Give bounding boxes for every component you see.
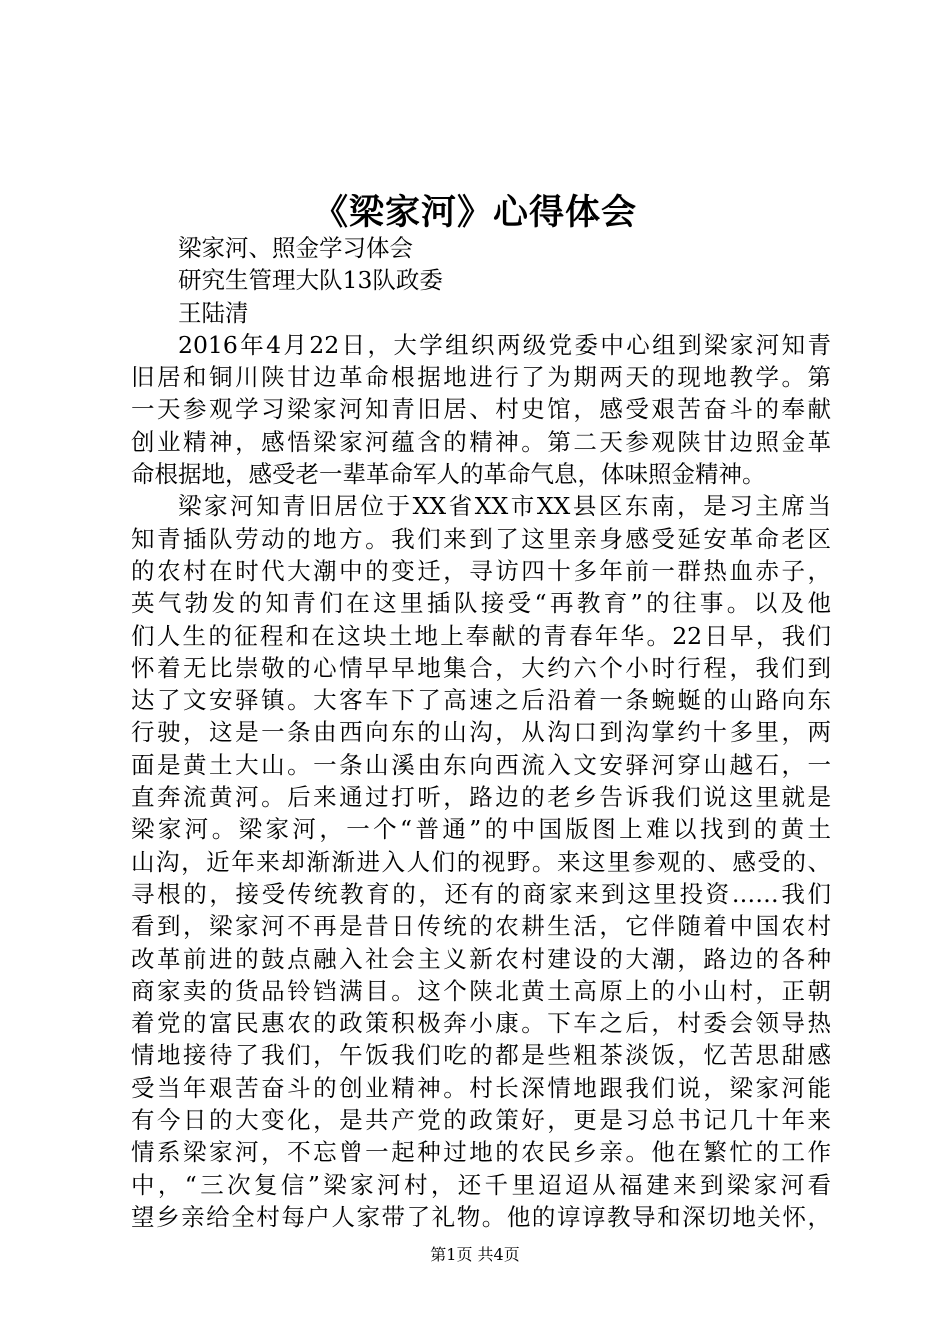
paragraph-line: 知青插队劳动的地方。我们来到了这里亲身感受延安革命老区	[131, 524, 831, 553]
paragraph-line: 寻根的，接受传统教育的，还有的商家来到这里投资……我们	[131, 879, 831, 908]
paragraph-line: 山沟，近年来却渐渐进入人们的视野。来这里参观的、感受的、	[131, 847, 831, 876]
document-body	[131, 232, 831, 1233]
paragraph-line: 2016年4月22日，大学组织两级党委中心组到梁家河知青	[178, 330, 831, 359]
author-name-line: 王陆清	[178, 298, 249, 327]
paragraph-line: 商家卖的货品铃铛满目。这个陕北黄土高原上的小山村，正朝	[131, 976, 831, 1005]
paragraph-line: 望乡亲给全村每户人家带了礼物。他的谆谆教导和深切地关怀，	[131, 1202, 831, 1231]
paragraph-line: 一天参观学习梁家河知青旧居、村史馆，感受艰苦奋斗的奉献	[131, 395, 831, 424]
paragraph-line: 改革前进的鼓点融入社会主义新农村建设的大潮，路边的各种	[131, 944, 831, 973]
paragraph-line: 命根据地，感受老一辈革命军人的革命气息，体味照金精神。	[131, 460, 766, 489]
paragraph-line: 怀着无比崇敬的心情早早地集合，大约六个小时行程，我们到	[131, 653, 831, 682]
author-unit-line: 研究生管理大队13队政委	[178, 266, 443, 295]
paragraph-line: 看到，梁家河不再是昔日传统的农耕生活，它伴随着中国农村	[131, 912, 831, 941]
paragraph-line: 情系梁家河，不忘曾一起种过地的农民乡亲。他在繁忙的工作	[131, 1138, 831, 1167]
paragraph-line: 们人生的征程和在这块土地上奉献的青春年华。22日早，我们	[131, 621, 831, 650]
paragraph-line: 创业精神，感悟梁家河蕴含的精神。第二天参观陕甘边照金革	[131, 427, 831, 456]
document-title: 《梁家河》心得体会	[312, 192, 637, 233]
paragraph-line: 受当年艰苦奋斗的创业精神。村长深情地跟我们说，梁家河能	[131, 1073, 831, 1102]
paragraph-line: 梁家河知青旧居位于XX省XX市XX县区东南，是习主席当	[178, 492, 831, 521]
paragraph-line: 旧居和铜川陕甘边革命根据地进行了为期两天的现地教学。第	[131, 363, 831, 392]
page-footer: 第1页 共4页	[430, 1245, 520, 1264]
subtitle-line: 梁家河、照金学习体会	[178, 234, 413, 262]
paragraph-line: 面是黄土大山。一条山溪由东向西流入文安驿河穿山越石，一	[131, 750, 831, 779]
paragraph-line: 的农村在时代大潮中的变迁，寻访四十多年前一群热血赤子，	[131, 556, 831, 585]
paragraph-line: 直奔流黄河。后来通过打听，路边的老乡告诉我们说这里就是	[131, 783, 831, 812]
paragraph-line: 梁家河。梁家河，一个“普通”的中国版图上难以找到的黄土	[131, 815, 831, 844]
paragraph-line: 达了文安驿镇。大客车下了高速之后沿着一条蜿蜒的山路向东	[131, 686, 831, 715]
paragraph-line: 中，“三次复信”梁家河村，还千里迢迢从福建来到梁家河看	[131, 1170, 831, 1199]
paragraph-line: 有今日的大变化，是共产党的政策好，更是习总书记几十年来	[131, 1106, 831, 1135]
paragraph-line: 行驶，这是一条由西向东的山沟，从沟口到沟掌约十多里，两	[131, 718, 831, 747]
paragraph-line: 情地接待了我们，午饭我们吃的都是些粗茶淡饭，忆苦思甜感	[131, 1041, 831, 1070]
paragraph-line: 英气勃发的知青们在这里插队接受“再教育”的往事。以及他	[131, 589, 831, 618]
paragraph-line: 着党的富民惠农的政策积极奔小康。下车之后，村委会领导热	[131, 1009, 831, 1038]
